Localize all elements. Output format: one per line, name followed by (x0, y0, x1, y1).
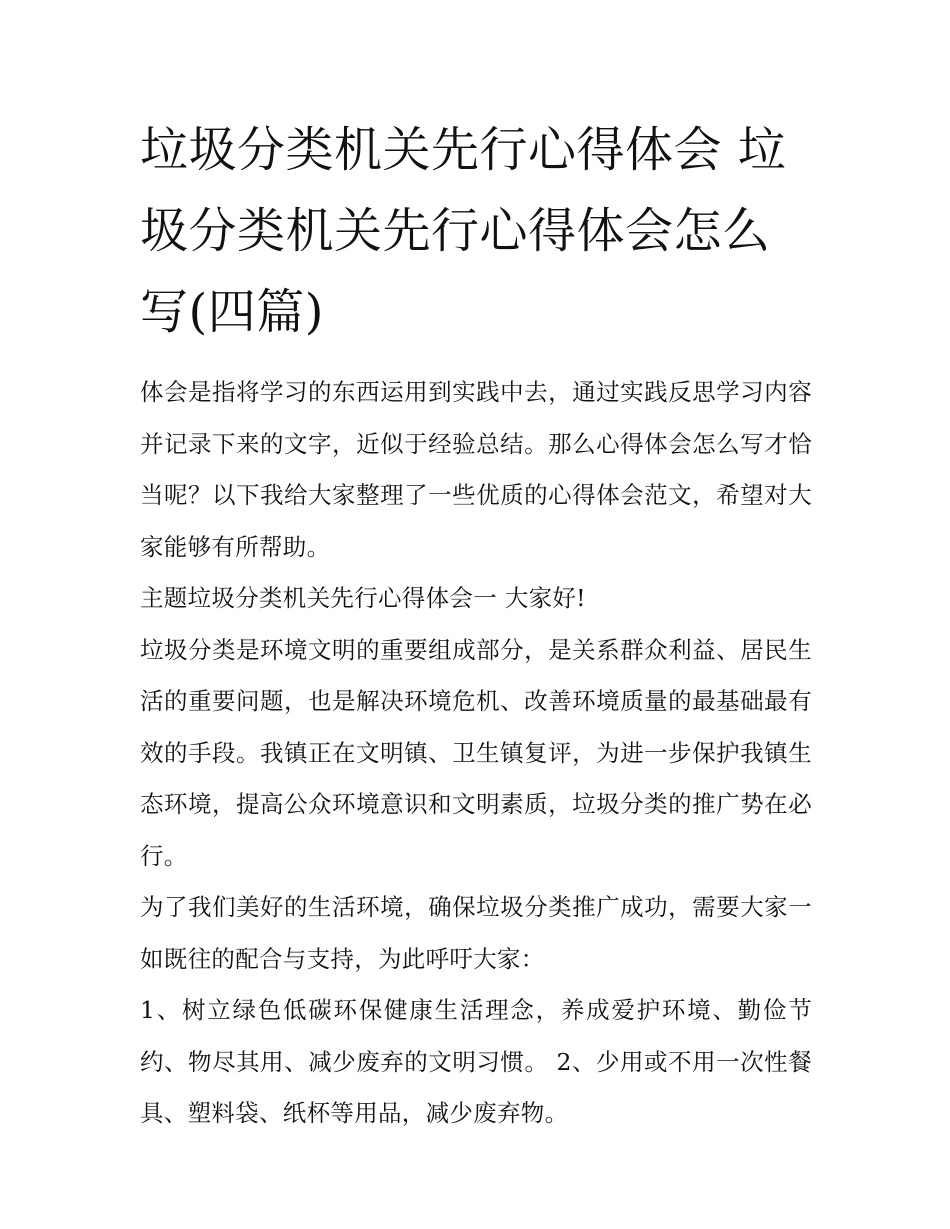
body-paragraph: 垃圾分类是环境文明的重要组成部分，是关系群众利益、居民生活的重要问题，也是解决环境危机、改善环境质量的最基础最有效的手段。我镇正在文明镇、卫生镇复评，为进一步保护我镇生态环境，提高公众环境意识和文明素质，垃圾分类的推广势在必行。 (140, 635, 812, 870)
body-paragraph: 为了我们美好的生活环境，确保垃圾分类推广成功，需要大家一如既往的配合与支持，为此呼吁大家： (140, 893, 812, 973)
section-heading: 主题垃圾分类机关先行心得体会一 大家好! (140, 584, 586, 612)
list-paragraph: 1、树立绿色低碳环保健康生活理念，养成爱护环境、勤俭节约、物尽其用、减少废弃的文明习惯。 2、少用或不用一次性餐具、塑料袋、纸杯等用品，减少废弃物。 (140, 996, 812, 1127)
intro-paragraph: 体会是指将学习的东西运用到实践中去，通过实践反思学习内容并记录下来的文字，近似于经验总结。那么心得体会怎么写才恰当呢？以下我给大家整理了一些优质的心得体会范文，希望对大家能够有所帮助。 (140, 378, 812, 561)
document-title: 垃圾分类机关先行心得体会 垃圾分类机关先行心得体会怎么写(四篇) (140, 122, 787, 340)
document-content (140, 110, 812, 1140)
